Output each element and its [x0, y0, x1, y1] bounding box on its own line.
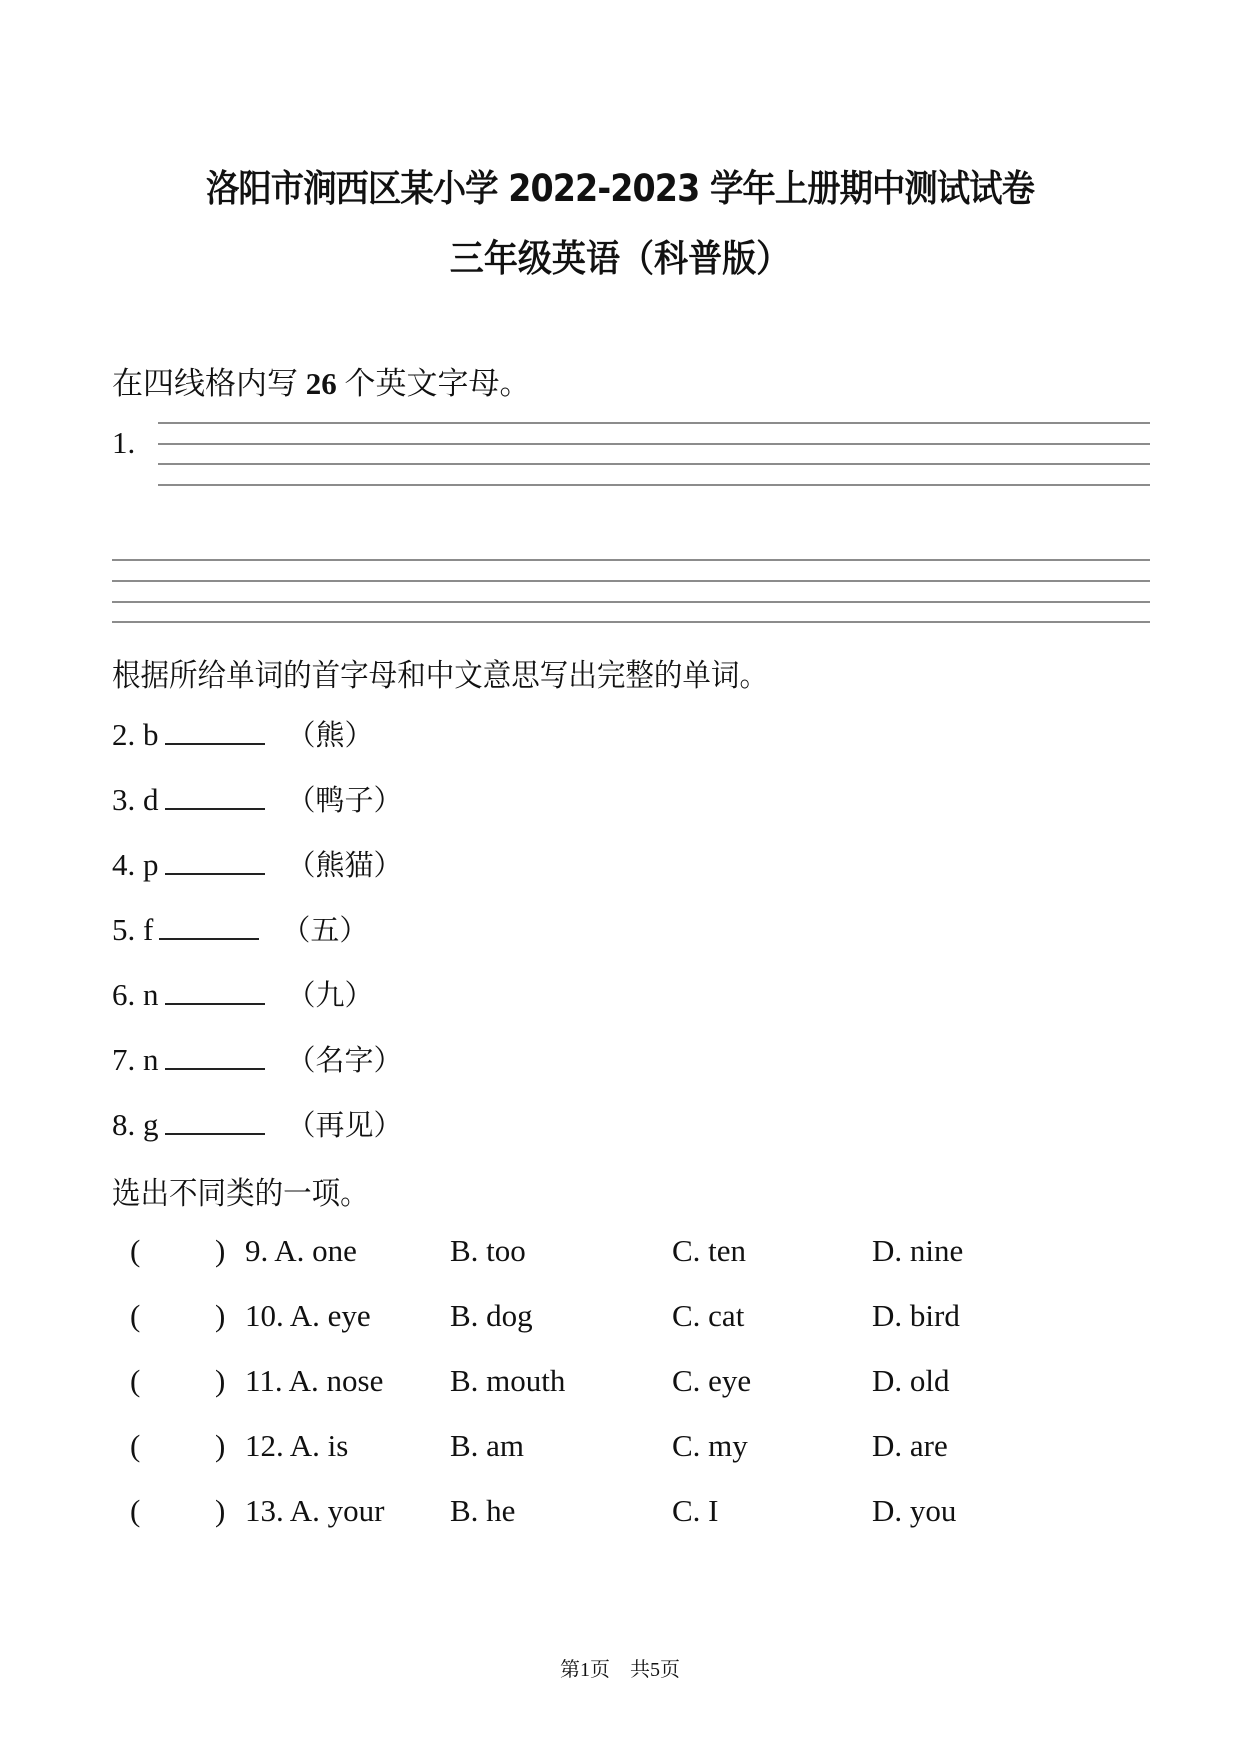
- section1-heading-number: 26: [305, 366, 337, 401]
- grid-line: [112, 601, 1150, 603]
- answer-paren-open[interactable]: (: [130, 1298, 141, 1333]
- fill-item-number: 2. b: [112, 717, 159, 752]
- fill-item-blank[interactable]: [165, 1107, 265, 1135]
- option-a: 13. A. your: [245, 1493, 385, 1528]
- section1-heading-prefix: 在四线格内写: [112, 366, 306, 401]
- option-a: 10. A. eye: [245, 1298, 371, 1333]
- fill-item-blank[interactable]: [165, 717, 265, 745]
- fill-item: [112, 908, 368, 949]
- grid-line: [112, 559, 1150, 561]
- fill-item-hint: （鸭子）: [286, 783, 403, 817]
- option-b: B. dog: [450, 1298, 533, 1333]
- page-footer: [0, 1653, 1240, 1682]
- option-a: 9. A. one: [245, 1233, 357, 1268]
- option-c: C. I: [672, 1493, 719, 1528]
- option-d: D. you: [872, 1493, 957, 1528]
- fill-item-blank[interactable]: [165, 782, 265, 810]
- fill-item-number: 3. d: [112, 782, 159, 817]
- fill-item-hint: （五）: [281, 913, 369, 947]
- fill-item-number: 8. g: [112, 1107, 159, 1142]
- fill-item-hint: （九）: [286, 978, 374, 1012]
- fill-item-number: 4. p: [112, 847, 159, 882]
- fill-item: [112, 973, 374, 1014]
- section1-heading-suffix: 个英文字母。: [336, 366, 531, 401]
- page-total: 共5页: [630, 1659, 680, 1681]
- fill-item-blank[interactable]: [165, 977, 265, 1005]
- fill-item-number: 6. n: [112, 977, 159, 1012]
- option-c: C. ten: [672, 1233, 747, 1268]
- fill-item-blank[interactable]: [165, 1042, 265, 1070]
- option-c: C. my: [672, 1428, 748, 1463]
- answer-paren-open[interactable]: (: [130, 1233, 141, 1268]
- answer-paren-close: ): [215, 1428, 226, 1463]
- question-1-label: 1.: [112, 425, 136, 460]
- section3-heading: 选出不同类的一项。: [112, 1176, 369, 1212]
- answer-paren-open[interactable]: (: [130, 1363, 141, 1398]
- fill-item: [112, 843, 403, 884]
- fill-item: [112, 778, 403, 819]
- fill-item: [112, 1038, 403, 1079]
- page-number: 第1页: [560, 1659, 610, 1681]
- exam-title: 洛阳市涧西区某小学 2022-2023 学年上册期中测试试卷: [205, 167, 1035, 210]
- option-b: B. mouth: [450, 1363, 566, 1398]
- fill-item-number: 5. f: [112, 912, 154, 947]
- option-c: C. eye: [672, 1363, 752, 1398]
- answer-paren-close: ): [215, 1493, 226, 1528]
- grid-line: [112, 580, 1150, 582]
- fill-item-blank[interactable]: [165, 847, 265, 875]
- grid-line: [158, 484, 1150, 486]
- option-a: 11. A. nose: [245, 1363, 384, 1398]
- fill-item-hint: （名字）: [286, 1043, 403, 1077]
- option-b: B. am: [450, 1428, 525, 1463]
- answer-paren-open[interactable]: (: [130, 1428, 141, 1463]
- option-d: D. are: [872, 1428, 948, 1463]
- grid-line: [158, 443, 1150, 445]
- answer-paren-close: ): [215, 1363, 226, 1398]
- option-c: C. cat: [672, 1298, 745, 1333]
- fill-item-blank[interactable]: [159, 912, 259, 940]
- option-d: D. nine: [872, 1233, 964, 1268]
- grid-line: [158, 422, 1150, 424]
- option-b: B. too: [450, 1233, 526, 1268]
- fill-item-hint: （再见）: [286, 1108, 403, 1142]
- fill-item: [112, 1103, 403, 1144]
- option-a: 12. A. is: [245, 1428, 349, 1463]
- fill-item: [112, 713, 374, 754]
- answer-paren-close: ): [215, 1298, 226, 1333]
- section1-heading: [112, 358, 531, 403]
- fill-item-hint: （熊猫）: [286, 848, 403, 882]
- grid-line: [158, 463, 1150, 465]
- option-d: D. bird: [872, 1298, 960, 1333]
- fill-item-hint: （熊）: [286, 718, 374, 752]
- fill-item-number: 7. n: [112, 1042, 159, 1077]
- grid-line: [112, 621, 1150, 623]
- answer-paren-open[interactable]: (: [130, 1493, 141, 1528]
- section2-heading: 根据所给单词的首字母和中文意思写出完整的单词。: [112, 658, 768, 694]
- option-b: B. he: [450, 1493, 516, 1528]
- answer-paren-close: ): [215, 1233, 226, 1268]
- exam-subtitle: 三年级英语（科普版）: [449, 237, 791, 280]
- option-d: D. old: [872, 1363, 950, 1398]
